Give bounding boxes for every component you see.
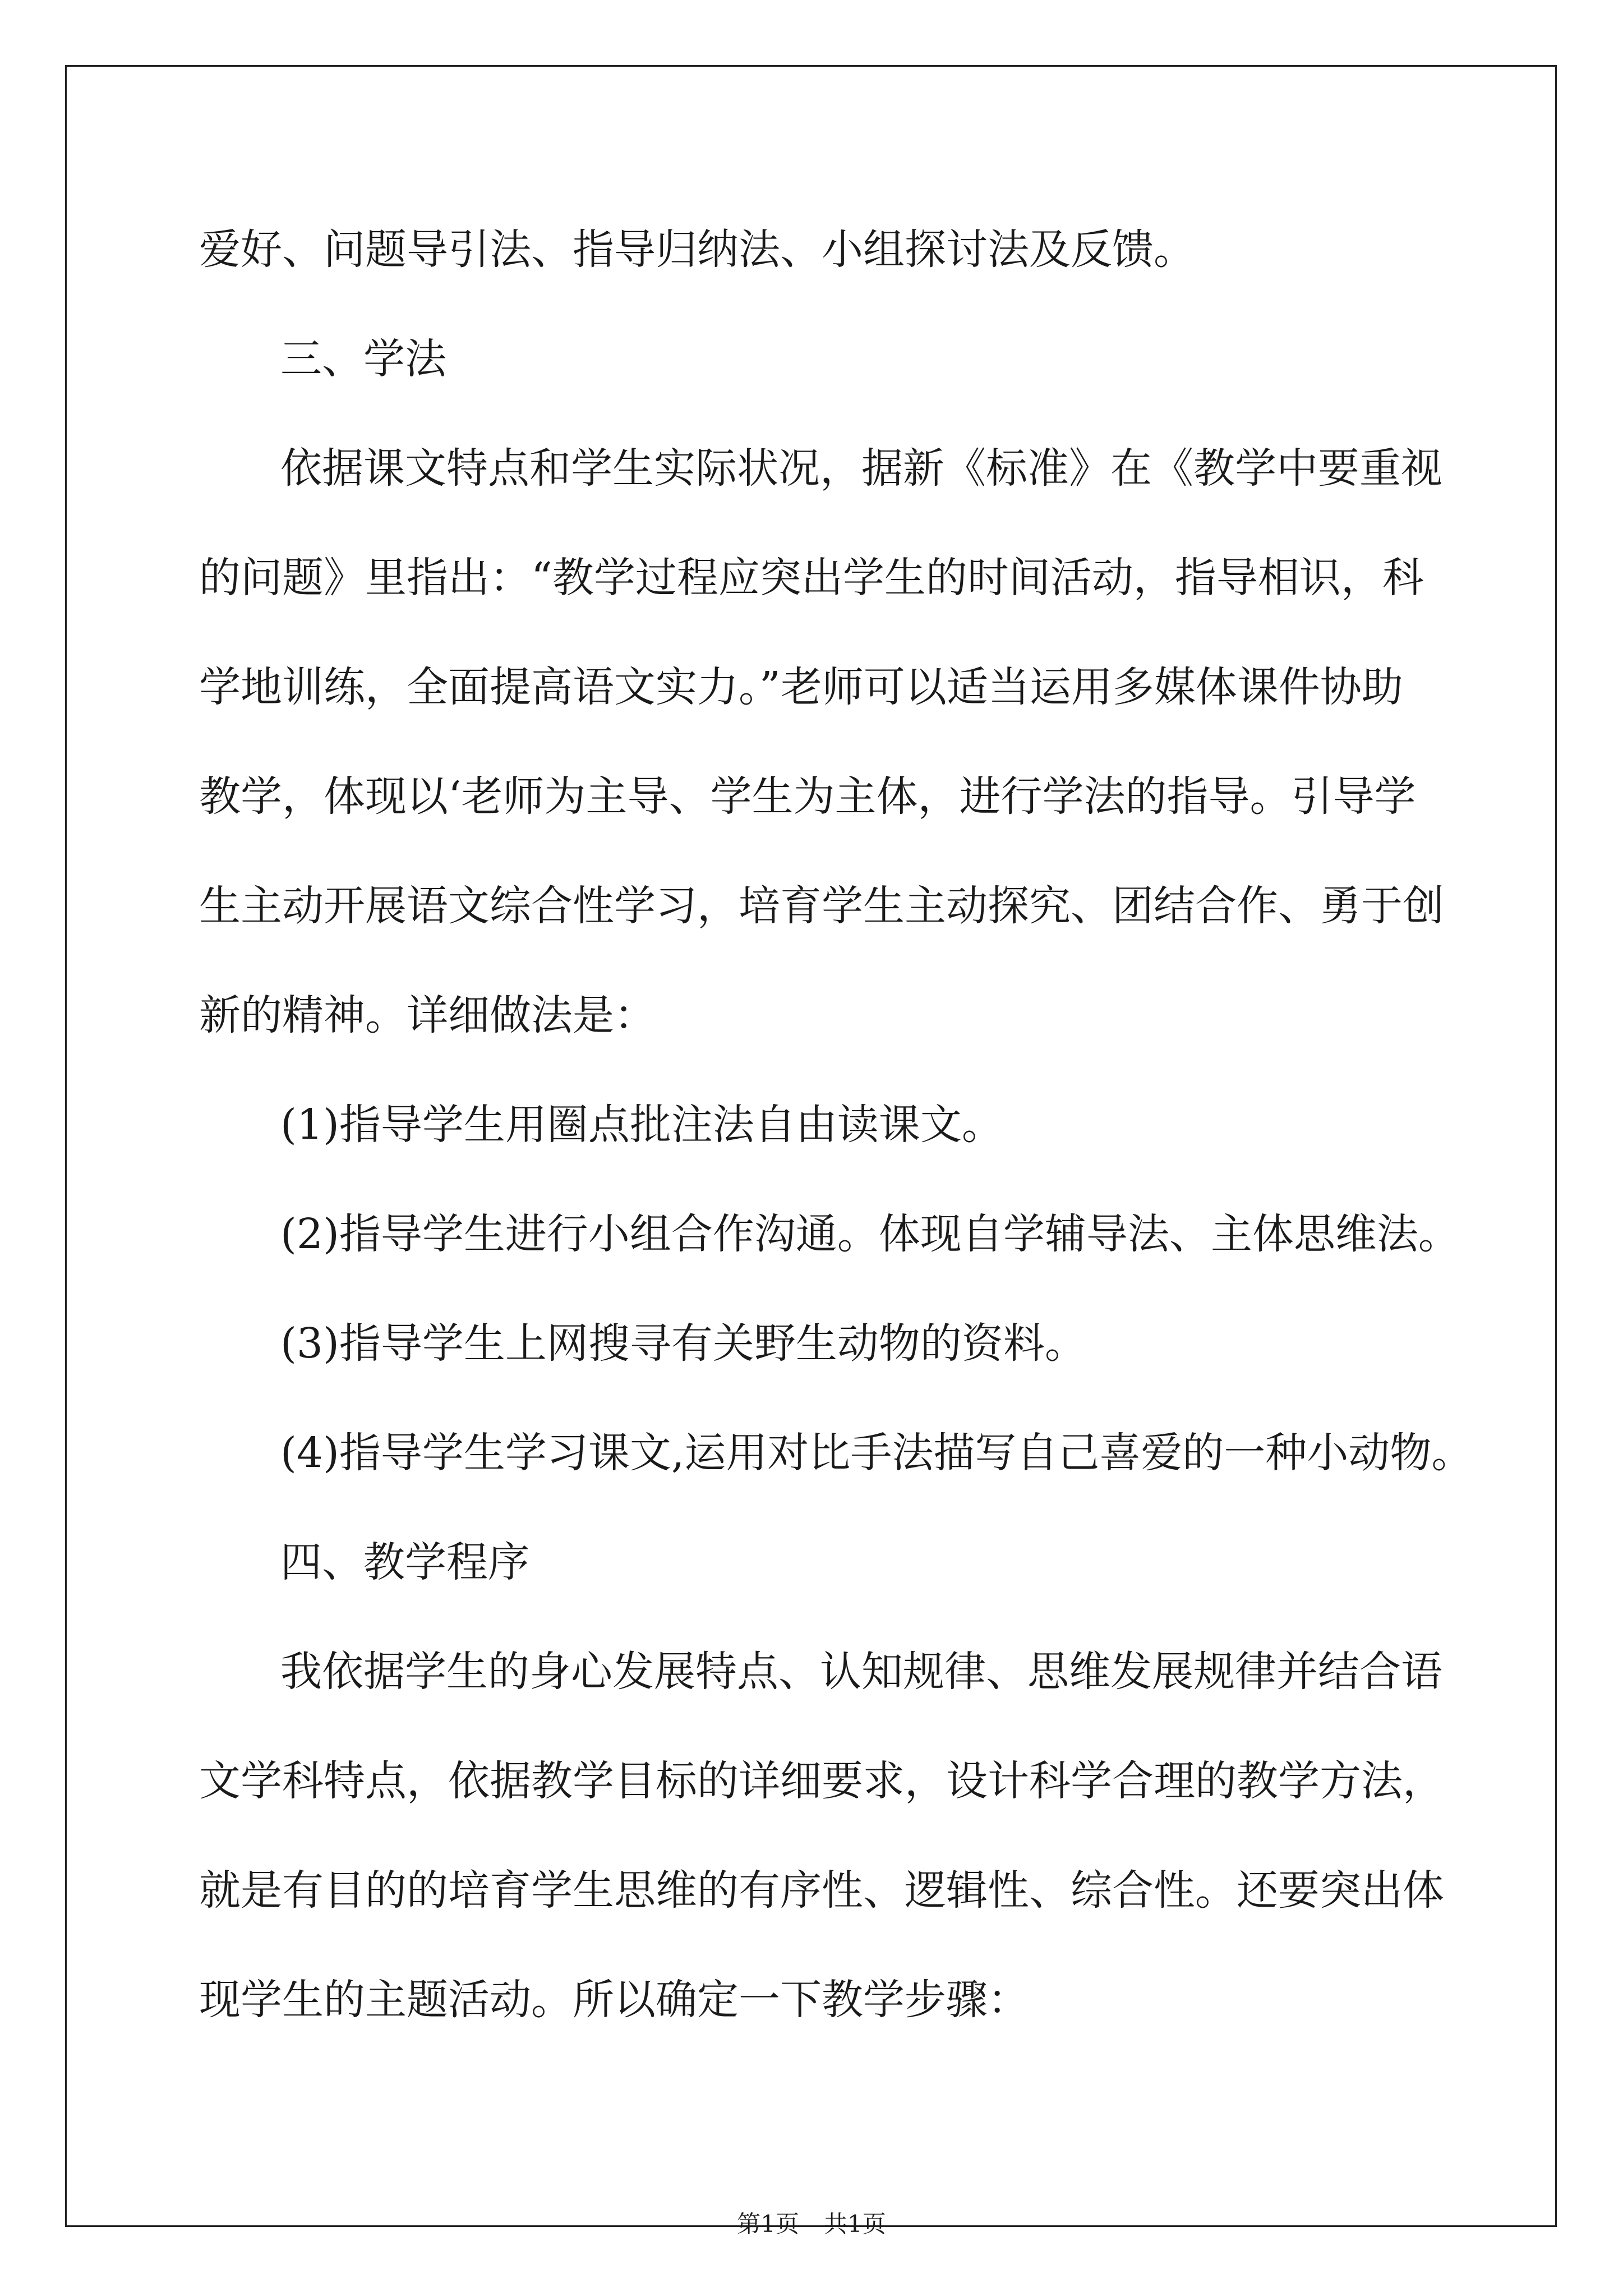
paragraph-line: 文学科特点，依据教学目标的详细要求，设计科学合理的教学方法， [199, 1757, 1444, 1805]
page-number: 第1页 [737, 2210, 799, 2238]
paragraph-line: 学地训练，全面提高语文实力。”老师可以适当运用多媒体课件协助 [199, 663, 1403, 711]
paragraph-line: 现学生的主题活动。所以确定一下教学步骤： [199, 1976, 1029, 2024]
paragraph-line: 新的精神。详细做法是： [199, 991, 656, 1039]
list-item: (3)指导学生上网搜寻有关野生动物的资料。 [280, 1319, 1086, 1368]
list-item: (2)指导学生进行小组合作沟通。体现自学辅导法、主体思维法。 [280, 1210, 1460, 1258]
paragraph-line: 教学，体现以‘老师为主导、学生为主体，进行学法的指导。引导学 [199, 772, 1416, 821]
paragraph-line: 依据课文特点和学生实际状况，据新《标准》在《教学中要重视 [280, 444, 1442, 493]
list-item: (4)指导学生学习课文,运用对比手法描写自己喜爱的一种小动物。 [280, 1429, 1473, 1477]
list-item: (1)指导学生用圈点批注法自由读课文。 [280, 1101, 1003, 1149]
section-heading-study-method: 三、学法 [280, 335, 446, 383]
paragraph-line: 就是有目的的培育学生思维的有序性、逻辑性、综合性。还要突出体 [199, 1866, 1444, 1915]
page-total: 共1页 [824, 2210, 886, 2238]
section-heading-teaching-procedure: 四、教学程序 [280, 1538, 529, 1586]
paragraph-line: 我依据学生的身心发展特点、认知规律、思维发展规律并结合语 [280, 1648, 1442, 1696]
paragraph-line: 生主动开展语文综合性学习，培育学生主动探究、团结合作、勇于创 [199, 882, 1444, 930]
paragraph-line: 爱好、问题导引法、指导归纳法、小组探讨法及反馈。 [199, 226, 1195, 274]
page-footer [0, 2207, 1623, 2241]
paragraph-line: 的问题》里指出：“教学过程应突出学生的时间活动，指导相识，科 [199, 554, 1424, 602]
